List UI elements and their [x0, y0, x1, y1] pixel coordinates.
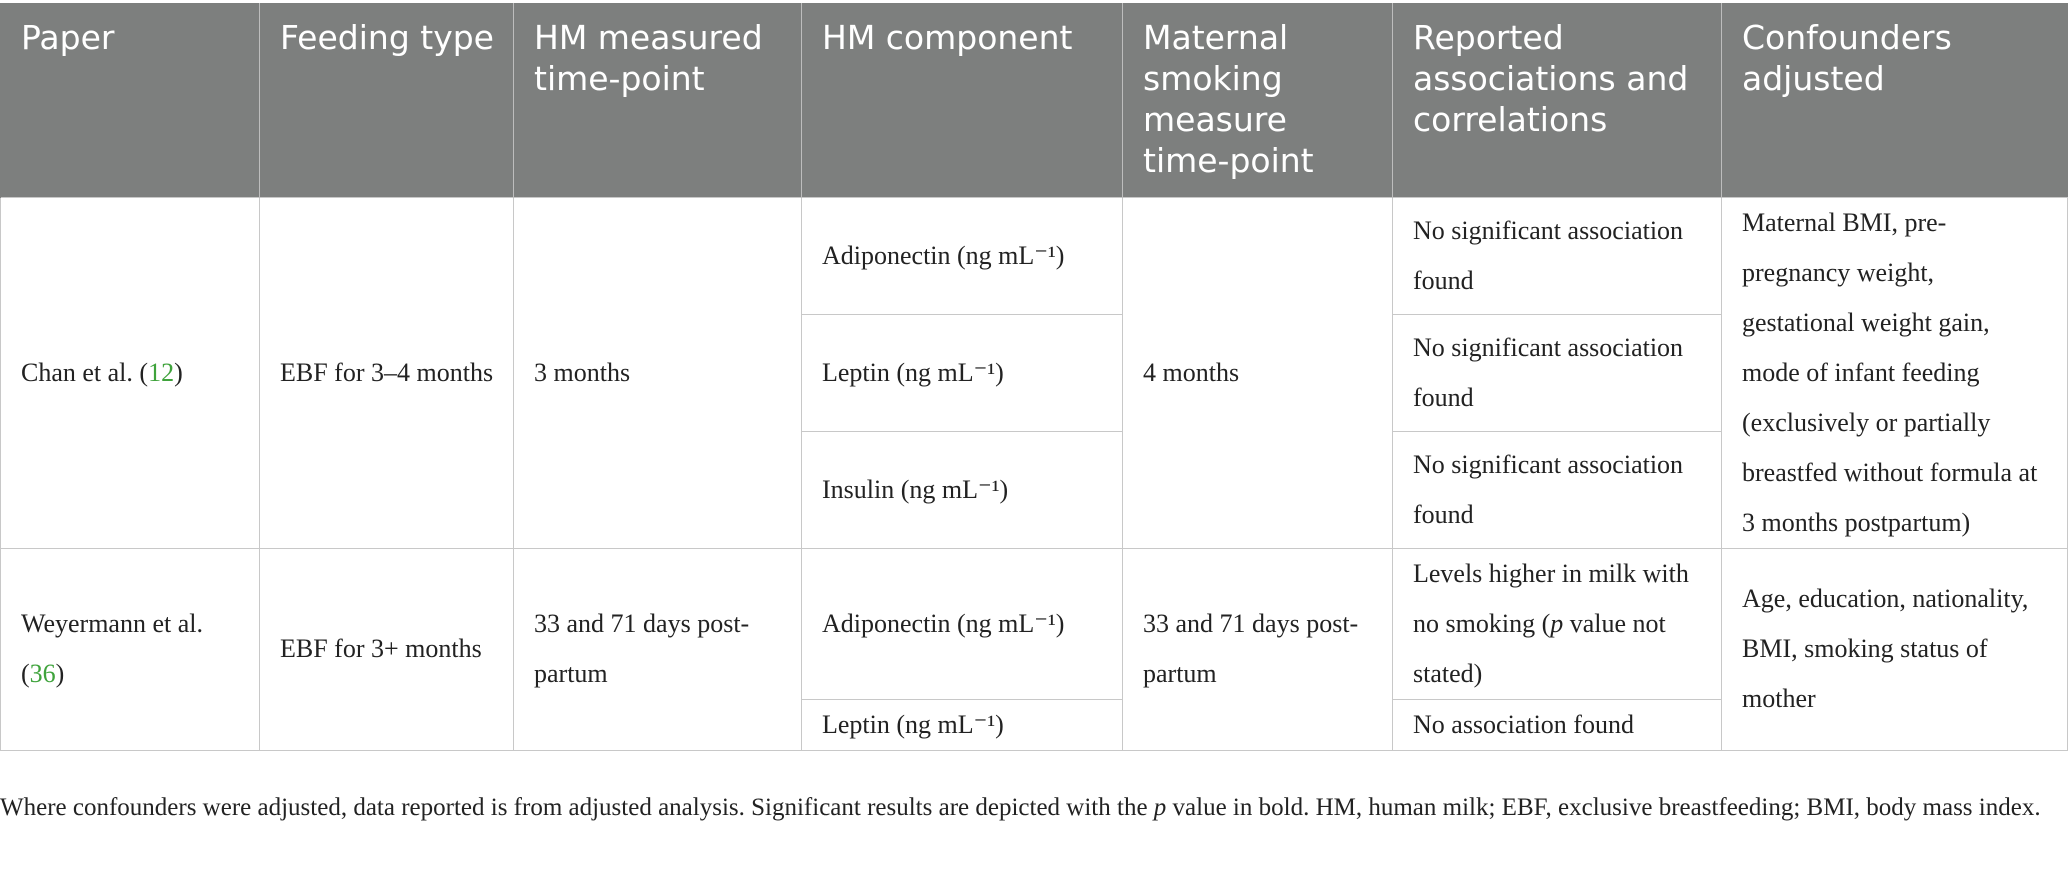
study1-association-adiponectin: No significant association found [1393, 197, 1722, 314]
data-table [0, 3, 2068, 751]
study2-paper-close: ) [55, 659, 65, 688]
study2-paper-cell [1, 548, 260, 750]
p-symbol: p [1550, 608, 1564, 638]
header-row [1, 3, 2068, 197]
study1-component-adiponectin: Adiponectin (ng mL⁻¹) [802, 197, 1123, 314]
footnote-p-symbol: p [1153, 794, 1167, 821]
study1-confounders: Maternal BMI, pre-pregnancy weight, gestational weight gain, mode of infant feeding (exclusively or partially breastfed without formula at 3 months postpartum) [1722, 197, 2068, 548]
study2-association-adiponectin [1393, 548, 1722, 699]
study1-hm-time-point: 3 months [514, 197, 802, 548]
study2-hm-time-point: 33 and 71 days post-partum [514, 548, 802, 750]
study2-smoking-time-point: 33 and 71 days post-partum [1123, 548, 1393, 750]
footnote-text-b: value in bold. HM, human milk; EBF, exclusive breastfeeding; BMI, body mass index. [1166, 794, 2041, 821]
study1-feeding-type: EBF for 3–4 months [260, 197, 514, 548]
footnote-text-a: Where confounders were adjusted, data reported is from adjusted analysis. Significant results are depicted with the [0, 794, 1154, 821]
header-associations: Reported associations and correlations [1393, 3, 1722, 197]
study1-paper-cell [1, 197, 260, 548]
study2-citation-link[interactable]: 36 [29, 659, 56, 688]
study1-paper-close: ) [174, 357, 183, 387]
study2-feeding-type: EBF for 3+ months [260, 548, 514, 750]
study2-paper: Weyermann et al. ( [21, 609, 203, 688]
study1-component-insulin: Insulin (ng mL⁻¹) [802, 432, 1123, 548]
header-confounders: Confounders adjusted [1722, 3, 2068, 197]
study2-confounders: Age, education, nationality, BMI, smoking status of mother [1722, 548, 2068, 750]
table-row [1, 197, 2068, 314]
header-hm-time-point: HM measured time-point [514, 3, 802, 197]
header-paper: Paper [1, 3, 260, 197]
study2-association-text-a: Levels higher in milk with no smoking ( [1413, 558, 1689, 638]
study1-component-leptin: Leptin (ng mL⁻¹) [802, 314, 1123, 431]
study1-association-leptin: No significant association found [1393, 314, 1722, 431]
header-feeding-type: Feeding type [260, 3, 514, 197]
header-smoking-time-point: Maternal smoking measure time-point [1123, 3, 1393, 197]
study1-association-insulin: No significant association found [1393, 432, 1722, 548]
table-footnote [0, 789, 2060, 826]
study2-association-leptin: No association found [1393, 699, 1722, 750]
study1-paper: Chan et al. ( [21, 357, 149, 387]
study2-component-adiponectin: Adiponectin (ng mL⁻¹) [802, 548, 1123, 699]
table-row [1, 548, 2068, 699]
study2-association-text-b: value not stated) [1413, 608, 1666, 688]
study1-citation-link[interactable]: 12 [148, 357, 175, 387]
study2-component-leptin: Leptin (ng mL⁻¹) [802, 699, 1123, 750]
header-hm-component: HM component [802, 3, 1123, 197]
study1-smoking-time-point: 4 months [1123, 197, 1393, 548]
